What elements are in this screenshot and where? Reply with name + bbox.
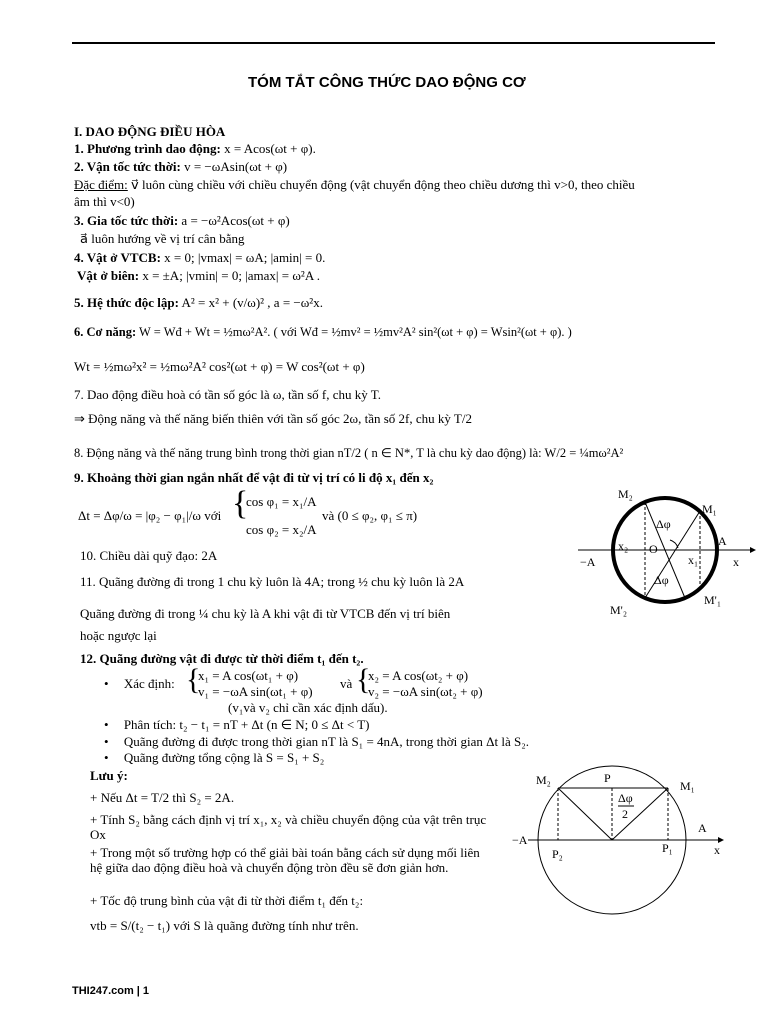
label-a: A xyxy=(718,534,727,548)
formula-2-label: 2. Vận tốc tức thời: xyxy=(74,159,181,174)
formula-1 xyxy=(74,141,316,157)
formula-3-eq: a = −ω²Acos(ωt + φ) xyxy=(181,213,290,228)
formula-9-label: 9. Khoảng thời gian ngắn nhất để vật đi từ vị trí có li độ x₁ đến x₂ xyxy=(74,470,434,485)
page-footer: THI247.com | 1 xyxy=(72,985,150,997)
formula-5-label: 5. Hệ thức độc lập: xyxy=(74,295,179,310)
note-2: + Tính S₂ bằng cách định vị trí x₁, x₂ và chiều chuyển động của vật trên trục Ox xyxy=(90,812,487,842)
formula-2-note-text: v⃗ luôn cùng chiều với chiều chuyển động (vật chuyển động theo chiều dương thì v>0, theo chiều xyxy=(131,177,635,192)
note-heading: Lưu ý: xyxy=(90,768,128,783)
x-axis-arrow xyxy=(750,547,756,553)
bullet-1-sysA2: v₁ = −ωA sin(ωt₁ + φ) xyxy=(198,684,313,699)
bullet-1-sysA1: x₁ = A cos(ωt₁ + φ) xyxy=(198,668,299,683)
formula-5 xyxy=(74,295,323,311)
formula-11: 11. Quãng đường đi trong 1 chu kỳ luôn là 4A; trong ½ chu kỳ luôn là 2A xyxy=(80,574,465,589)
formula-9-brace: { xyxy=(232,485,249,522)
formula-1-label: 1. Phương trình dao động: xyxy=(74,141,221,156)
label-dphi-bot: Δφ xyxy=(654,573,669,587)
bullet-dot: • xyxy=(104,750,109,765)
label-two: 2 xyxy=(622,807,628,821)
label-m2p: M'₂ xyxy=(610,603,628,617)
bullet-1-brace-a: { xyxy=(186,663,201,696)
bullet-2 xyxy=(104,717,370,733)
note-1: + Nếu Δt = T/2 thì S₂ = 2A. xyxy=(90,790,235,805)
note-5: vtb = S/(t₂ − t₁) với S là quãng đường tính như trên. xyxy=(90,918,359,933)
formula-9-sys1: cos φ₁ = x₁/A xyxy=(246,494,317,509)
bullet-1-sysB1: x₂ = A cos(ωt₂ + φ) xyxy=(368,668,469,683)
label-x: x xyxy=(733,555,739,569)
bullet-2-text: Phân tích: t₂ − t₁ = nT + Δt (n ∈ N; 0 ≤ Δt < T) xyxy=(123,717,370,732)
label-o: O xyxy=(649,542,658,556)
formula-2-note xyxy=(74,177,635,193)
formula-10: 10. Chiều dài quỹ đạo: 2A xyxy=(80,548,218,563)
label-x: x xyxy=(714,843,720,857)
formula-5-eq: A² = x² + (v/ω)² , a = −ω²x. xyxy=(181,295,323,310)
label-m2: M₂ xyxy=(618,487,633,501)
label-x1: x₁ xyxy=(688,553,699,567)
formula-6 xyxy=(74,325,572,340)
formula-4a xyxy=(74,250,325,266)
formula-4a-label: 4. Vật ở VTCB: xyxy=(74,250,161,265)
label-a: A xyxy=(698,821,707,835)
bullet-dot: • xyxy=(104,676,109,691)
bullet-1 xyxy=(104,676,175,692)
label-dphi: Δφ xyxy=(618,791,633,805)
bullet-dot: • xyxy=(104,717,109,732)
formula-2-eq: v = −ωAsin(ωt + φ) xyxy=(184,159,288,174)
bullet-4-text: Quãng đường tổng cộng là S = S₁ + S₂ xyxy=(123,750,325,765)
formula-6-label: 6. Cơ năng: xyxy=(74,325,137,339)
formula-4b-eq: x = ±A; |vmin| = 0; |amax| = ω²A . xyxy=(142,268,320,283)
label-p1: P₁ xyxy=(662,841,673,855)
formula-4b-label: Vật ở biên: xyxy=(77,268,140,283)
formula-1-eq: x = Acos(ωt + φ). xyxy=(224,141,316,156)
formula-9-eq: Δt = Δφ/ω = |φ₂ − φ₁|/ω với xyxy=(78,508,222,523)
formula-2-note-cont: âm thì v<0) xyxy=(74,194,135,209)
label-p2: P₂ xyxy=(552,847,563,861)
label-p: P xyxy=(604,771,611,785)
label-dphi-top: Δφ xyxy=(656,517,671,531)
formula-2-note-label: Đặc điểm: xyxy=(74,177,128,192)
formula-3 xyxy=(74,213,290,229)
formula-3-note: a⃗ luôn hướng về vị trí cân bằng xyxy=(80,231,245,246)
bullet-1-note: (v₁và v₂ chỉ cần xác định dấu). xyxy=(228,700,388,715)
formula-4b xyxy=(77,268,320,284)
label-m1: M₁ xyxy=(680,779,695,793)
formula-11b: Quãng đường đi trong ¼ chu kỳ là A khi vật đi từ VTCB đến vị trí biên xyxy=(80,606,451,621)
formula-6b: Wt = ½mω²x² = ½mω²A² cos²(ωt + φ) = W cos²(ωt + φ) xyxy=(74,359,365,374)
label-m2: M₂ xyxy=(536,773,551,787)
bullet-1-and: và xyxy=(340,676,353,691)
label-minus-a: −A xyxy=(580,555,596,569)
bullet-1-label: Xác định: xyxy=(123,676,175,691)
note-4: + Tốc độ trung bình của vật đi từ thời điểm t₁ đến t₂: xyxy=(90,893,364,908)
label-x2: x₂ xyxy=(618,539,629,553)
bullet-1-sysB2: v₂ = −ωA sin(ωt₂ + φ) xyxy=(368,684,483,699)
label-minus-a: −A xyxy=(512,833,528,847)
bullet-4 xyxy=(104,750,324,766)
note-3: + Trong một số trường hợp có thể giải bài toán bằng cách sử dụng mối liên hệ giữa dao động điều hoà và chuyển động tròn đều sẽ đơn giản hơn. xyxy=(90,845,480,875)
bullet-1-brace-b: { xyxy=(356,663,371,696)
top-rule xyxy=(72,42,715,44)
label-m1p: M'₁ xyxy=(704,593,722,607)
formula-7b: ⇒ Động năng và thế năng biến thiên với tần số góc 2ω, tần số 2f, chu kỳ T/2 xyxy=(74,411,472,426)
bullet-3-text: Quãng đường đi được trong thời gian nT là S₁ = 4nA, trong thời gian Δt là S₂. xyxy=(123,734,529,749)
formula-7: 7. Dao động điều hoà có tần số góc là ω, tần số f, chu kỳ T. xyxy=(74,387,382,402)
page-title: TÓM TẮT CÔNG THỨC DAO ĐỘNG CƠ xyxy=(248,74,526,91)
label-m1: M₁ xyxy=(702,502,717,516)
formula-8: 8. Động năng và thế năng trung bình trong thời gian nT/2 ( n ∈ N*, T là chu kỳ dao động) là: W/2 = ¼mω²A² xyxy=(74,446,624,460)
formula-11c: hoặc ngược lại xyxy=(80,628,157,643)
formula-3-label: 3. Gia tốc tức thời: xyxy=(74,213,179,228)
phase-circle-diagram xyxy=(570,480,760,620)
phase-circle-diagram-2 xyxy=(508,760,728,920)
bullet-3 xyxy=(104,734,529,750)
formula-2 xyxy=(74,159,287,175)
bullet-dot: • xyxy=(104,734,109,749)
formula-4a-eq: x = 0; |vmax| = ωA; |amin| = 0. xyxy=(164,250,326,265)
formula-9-sys2: cos φ₂ = x₂/A xyxy=(246,522,317,537)
section-heading: I. DAO ĐỘNG ĐIỀU HÒA xyxy=(74,124,226,139)
formula-9-cond: và (0 ≤ φ₂, φ₁ ≤ π) xyxy=(322,508,418,523)
formula-6-eq: W = Wđ + Wt = ½mω²A². ( với Wđ = ½mv² = ½mv²A² sin²(ωt + φ) = Wsin²(ωt + φ). ) xyxy=(139,325,572,339)
radius-m2 xyxy=(558,788,612,840)
formula-12-label: 12. Quãng đường vật đi được từ thời điểm t₁ đến t₂. xyxy=(80,651,364,666)
